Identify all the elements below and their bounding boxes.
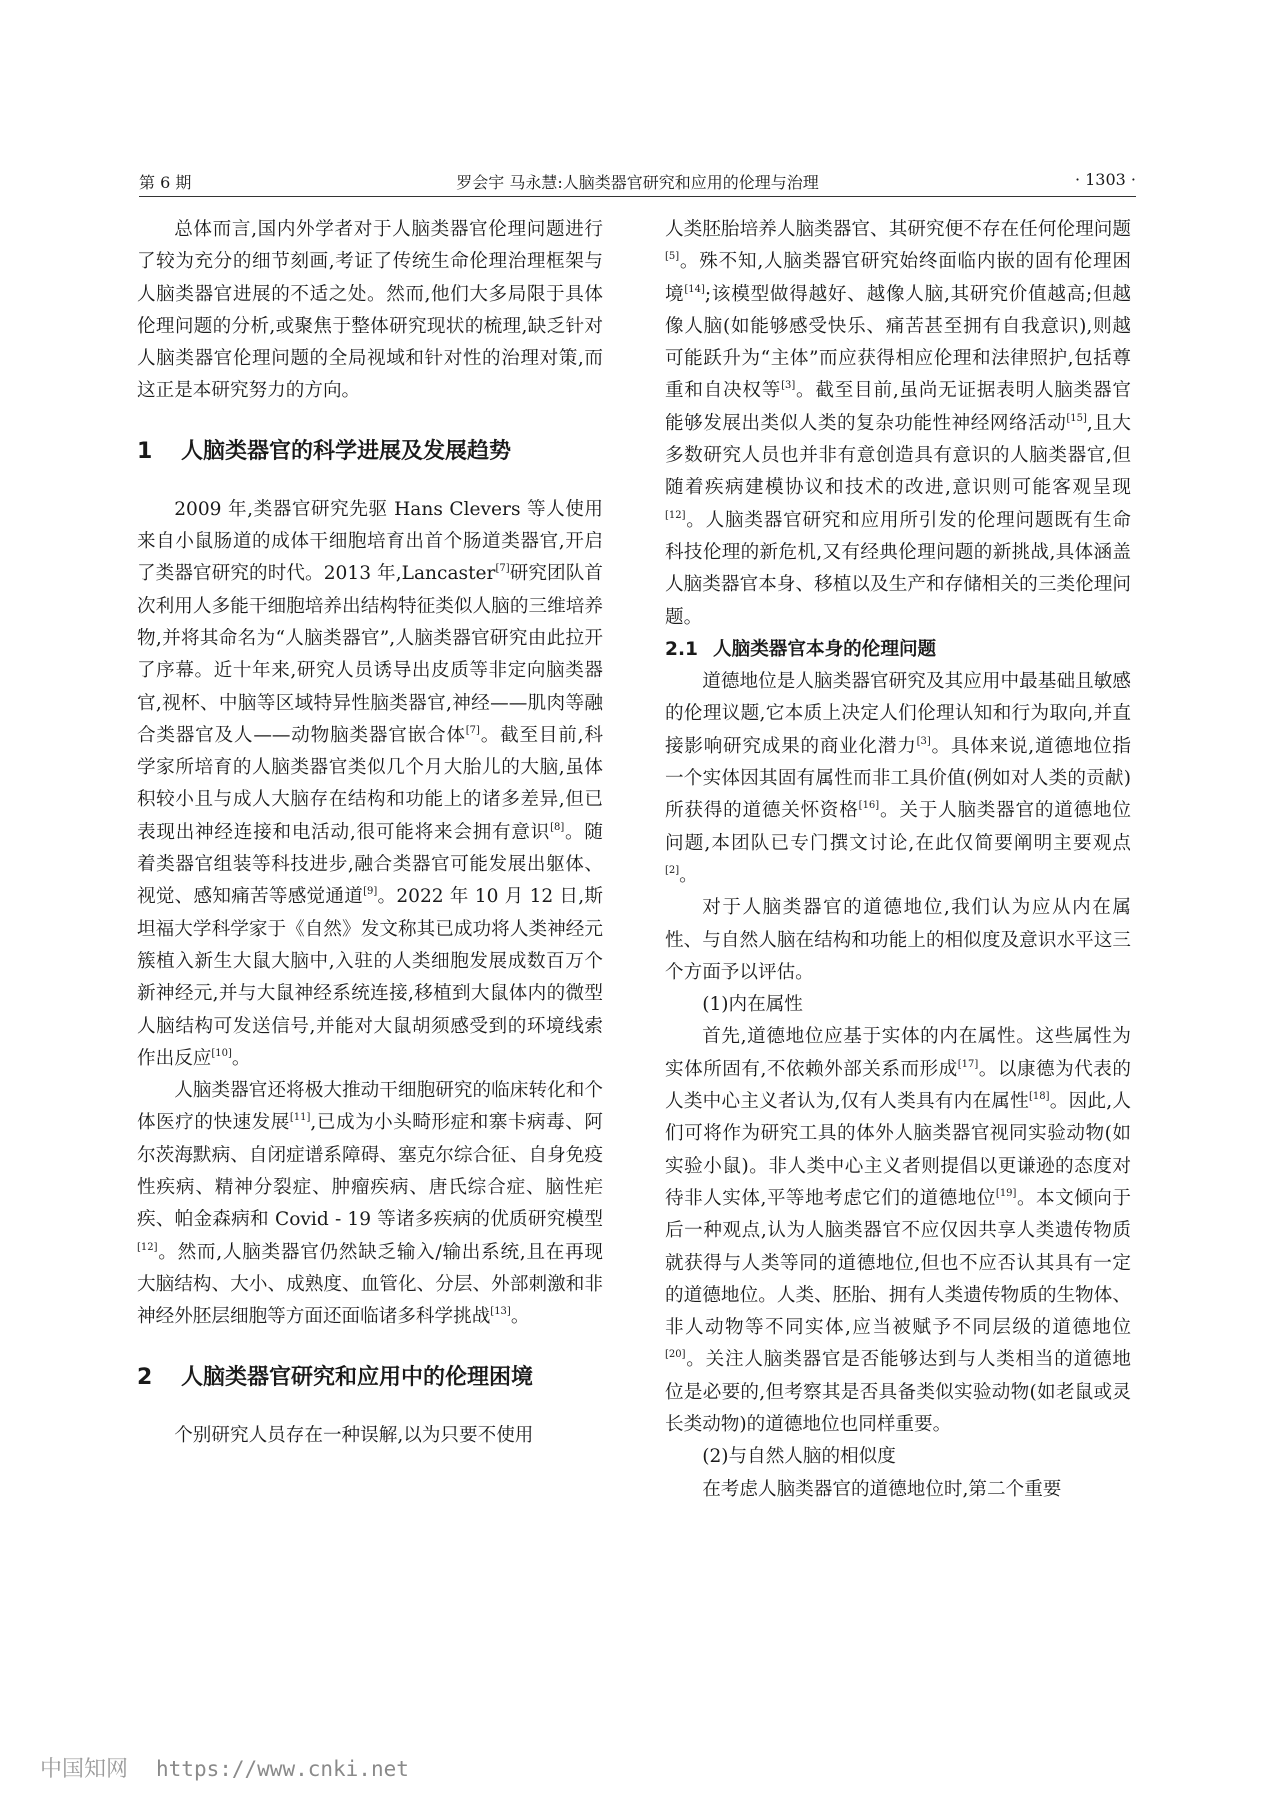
citation[interactable]: [12]: [665, 509, 686, 521]
list-item-heading: (2)与自然人脑的相似度: [702, 1446, 896, 1468]
section-number: 1: [137, 438, 153, 464]
citation[interactable]: [5]: [665, 251, 680, 263]
paragraph: 人类胚胎培养人脑类器官、其研究便不存在任何伦理问题[5]。殊不知,人脑类器官研究始终面临内嵌的固有伦理困境[14];该模型做得越好、越像人脑,其研究价值越高;但越像人脑(如能够感受快乐、痛苦甚至拥有自我意识),则越可能跃升为“主体”而应获得相应伦理和法律照护,包括尊重和自决权等[3]。截至目前,虽尚无证据表明人脑类器官能够发展出类似人类的复杂功能性神经网络活动[15],且大多数研究人员也并非有意创造具有意识的人脑类器官,但随着疾病建模协议和技术的改进,意识则可能客观呈现[12]。人脑类器官研究和应用所引发的伦理问题既有生命科技伦理的新危机,又有经典伦理问题的新挑战,具体涵盖人脑类器官本身、移植以及生产和存储相关的三类伦理问题。: [665, 219, 1131, 628]
citation[interactable]: [12]: [137, 1241, 158, 1253]
subsection-number: 2.1: [665, 638, 698, 660]
paragraph: 道德地位是人脑类器官研究及其应用中最基础且敏感的伦理议题,它本质上决定人们伦理认知和行为取向,并直接影响研究成果的商业化潜力[3]。具体来说,道德地位指一个实体因其固有属性而非工具价值(例如对人类的贡献)所获得的道德关怀资格[16]。关于人脑类器官的道德地位问题,本团队已专门撰文讨论,在此仅简要阐明主要观点[2]。: [665, 671, 1131, 886]
section-title: 人脑类器官的科学进展及发展趋势: [181, 438, 512, 464]
citation[interactable]: [3]: [916, 735, 931, 747]
citation[interactable]: [7]: [465, 724, 480, 736]
citation[interactable]: [9]: [363, 886, 378, 898]
citation[interactable]: [11]: [289, 1112, 311, 1124]
citation[interactable]: [15]: [1066, 412, 1087, 424]
citation[interactable]: [20]: [665, 1349, 686, 1361]
citation[interactable]: [19]: [995, 1187, 1017, 1199]
paragraph: 2009 年,类器官研究先驱 Hans Clevers 等人使用来自小鼠肠道的成体干细胞培育出首个肠道类器官,开启了类器官研究的时代。2013 年,Lancaster[7]研究团队首次利用人多能干细胞培养出结构特征类似人脑的三维培养物,并将其命名为“人脑类器官”,人脑类器官研究由此拉开了序幕。近十年来,研究人员诱导出皮质等非定向脑类器官,视杯、中脑等区域特异性脑类器官,神经——肌肉等融合类器官及人——动物脑类器官嵌合体[7]。截至目前,科学家所培育的人脑类器官类似几个月大胎儿的大脑,虽体积较小且与成人大脑存在结构和功能上的诸多差异,但已表现出神经连接和电活动,很可能将来会拥有意识[8]。随着类器官组装等科技进步,融合类器官可能发展出躯体、视觉、感知痛苦等感觉通道[9]。2022 年 10 月 12 日,斯坦福大学科学家于《自然》发文称其已成功将人类神经元簇植入新生大鼠大脑中,入驻的人类细胞发展成数百万个新神经元,并与大鼠神经系统连接,移植到大鼠体内的微型人脑结构可发送信号,并能对大鼠胡须感受到的环境线索作出反应[10]。: [137, 498, 603, 1069]
paragraph: 个别研究人员存在一种误解,以为只要不使用: [174, 1424, 534, 1446]
citation[interactable]: [2]: [665, 864, 680, 876]
section-heading: [137, 436, 603, 468]
citation[interactable]: [10]: [211, 1047, 232, 1059]
paragraph: 在考虑人脑类器官的道德地位时,第二个重要: [702, 1478, 1062, 1500]
page-number: · 1303 ·: [1074, 170, 1136, 189]
right-column: [665, 214, 1131, 1506]
section-number: 2: [137, 1364, 153, 1390]
paragraph: 首先,道德地位应基于实体的内在属性。这些属性为实体所固有,不依赖外部关系而形成[17]。以康德为代表的人类中心主义者认为,仅有人类具有内在属性[18]。因此,人们可将作为研究工具的体外人脑类器官视同实验动物(如实验小鼠)。非人类中心主义者则提倡以更谦逊的态度对待非人实体,平等地考虑它们的道德地位[19]。本文倾向于后一种观点,认为人脑类器官不应仅因共享人类遗传物质就获得与人类等同的道德地位,但也不应否认其具有一定的道德地位。人类、胚胎、拥有人类遗传物质的生物体、非人动物等不同实体,应当被赋予不同层级的道德地位[20]。关注人脑类器官是否能够达到与人类相当的道德地位是必要的,但考察其是否具备类似实验动物(如老鼠或灵长类动物)的道德地位也同样重要。: [665, 1026, 1131, 1435]
issue-number: 第 6 期: [139, 173, 192, 192]
citation[interactable]: [7]: [495, 563, 510, 575]
left-column: [137, 214, 603, 1452]
cnki-url[interactable]: https://www.cnki.net: [156, 1757, 409, 1781]
cnki-brand: 中国知网: [40, 1757, 129, 1782]
running-title: 罗会宇 马永慧:人脑类器官研究和应用的伦理与治理: [456, 173, 819, 192]
citation[interactable]: [13]: [490, 1306, 511, 1318]
section-title: 人脑类器官研究和应用中的伦理困境: [181, 1364, 534, 1390]
subsection-heading: [665, 634, 1131, 666]
paragraph: 总体而言,国内外学者对于人脑类器官伦理问题进行了较为充分的细节刻画,考证了传统生命伦理治理框架与人脑类器官进展的不适之处。然而,他们大多局限于具体伦理问题的分析,或聚焦于整体研究现状的梳理,缺乏针对人脑类器官伦理问题的全局视域和针对性的治理对策,而这正是本研究努力的方向。: [137, 219, 603, 402]
citation[interactable]: [14]: [684, 283, 705, 295]
citation[interactable]: [3]: [781, 380, 796, 392]
section-heading: [137, 1362, 603, 1394]
paragraph: 人脑类器官还将极大推动干细胞研究的临床转化和个体医疗的快速发展[11],已成为小头畸形症和寨卡病毒、阿尔茨海默病、自闭症谱系障碍、塞克尔综合征、自身免疫性疾病、精神分裂症、肿瘤疾病、唐氏综合症、脑性疟疾、帕金森病和 Covid - 19 等诸多疾病的优质研究模型[12]。然而,人脑类器官仍然缺乏输入/输出系统,且在再现大脑结构、大小、成熟度、血管化、分层、外部刺激和非神经外胚层细胞等方面还面临诸多科学挑战[13]。: [137, 1080, 603, 1328]
citation[interactable]: [18]: [1028, 1091, 1050, 1103]
citation[interactable]: [17]: [957, 1058, 979, 1070]
paragraph: 对于人脑类器官的道德地位,我们认为应从内在属性、与自然人脑在结构和功能上的相似度及意识水平这三个方面予以评估。: [665, 897, 1131, 983]
citation[interactable]: [16]: [858, 800, 880, 812]
running-header: [139, 166, 1136, 197]
watermark-footer: [40, 1752, 409, 1783]
subsection-title: 人脑类器官本身的伦理问题: [713, 638, 937, 660]
citation[interactable]: [8]: [550, 821, 565, 833]
list-item-heading: (1)内在属性: [702, 994, 803, 1016]
